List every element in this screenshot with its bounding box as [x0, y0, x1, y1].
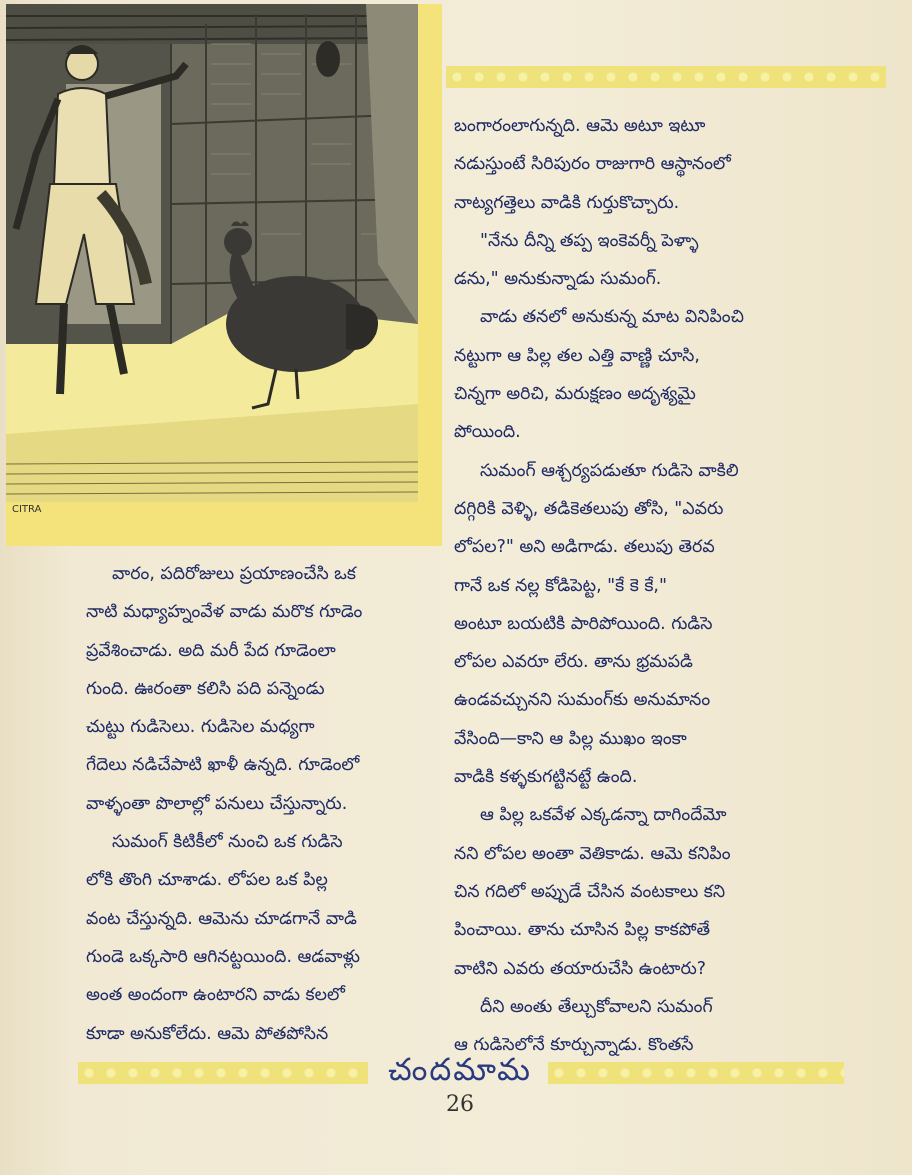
- text-line: లోపల ఎవరూ లేరు. తాను భ్రమపడి: [454, 652, 693, 673]
- text-line: ఉండవచ్చునని సుమంగ్‌కు అనుమానం: [454, 690, 711, 711]
- text-line: నాటి మధ్యాహ్నంవేళ వాడు మరొక గూడెం: [86, 602, 363, 623]
- text-line: గానే ఒక నల్ల కోడిపెట్ట, "కే కె కే,": [454, 575, 667, 596]
- text-line: అంత అందంగా ఉంటారని వాడు కలలో: [86, 985, 345, 1006]
- text-line: లోపల?" అని అడిగాడు. తలుపు తెరవ: [454, 537, 715, 558]
- text-line: గుండె ఒక్కసారి ఆగినట్టయింది. ఆడవాళ్లు: [86, 946, 360, 967]
- right-text-column: [454, 107, 846, 1064]
- decorative-band-left: [78, 1062, 368, 1084]
- text-line: చుట్టు గుడిసెలు. గుడిసెల మధ్యగా: [86, 717, 315, 738]
- text-line: నట్టుగా ఆ పిల్ల తల ఎత్తి వాణ్ణి చూసి,: [454, 345, 700, 366]
- text-line: వాటిని ఎవరు తయారుచేసి ఉంటారు?: [454, 958, 706, 979]
- text-line: వాడికి కళ్ళకుగట్టినట్టే ఉంది.: [454, 767, 638, 788]
- text-line: సుమంగ్ కిటికీలో నుంచి ఒక గుడిసె: [112, 832, 343, 853]
- decorative-band-right: [548, 1062, 844, 1084]
- text-line: కూడా అనుకోలేదు. ఆమె పోతపోసిన: [86, 1023, 329, 1044]
- page-number: 26: [446, 1092, 474, 1117]
- decorative-band-top: [446, 66, 886, 88]
- text-line: ప్రవేశించాడు. అది మరీ పేద గూడెంలా: [86, 640, 336, 661]
- illustration-art: [6, 4, 442, 546]
- text-line: పించాయి. తాను చూసిన పిల్ల కాకపోతే: [454, 920, 710, 941]
- text-line: డను," అనుకున్నాడు సుమంగ్.: [454, 269, 662, 290]
- artist-signature: [12, 504, 41, 515]
- text-line: పోయింది.: [454, 422, 521, 443]
- left-text-column: [86, 555, 448, 1053]
- text-line: చిన్నగా అరిచి, మరుక్షణం అదృశ్యమై: [454, 384, 696, 405]
- magazine-title: చందమామ: [388, 1052, 532, 1088]
- story-illustration: [6, 4, 442, 546]
- text-line: వంట చేస్తున్నది. ఆమెను చూడగానే వాడి: [86, 908, 357, 929]
- text-line: బంగారంలాగున్నది. ఆమె అటూ ఇటూ: [454, 116, 706, 136]
- signature-text: CITRA: [12, 504, 42, 515]
- text-line: ఆ గుడిసెలోనే కూర్చున్నాడు. కొంతసే: [454, 1035, 694, 1056]
- text-line: నాట్యగత్తెలు వాడికి గుర్తుకొచ్చారు.: [454, 192, 680, 213]
- text-line: వాళ్ళంతా పొలాల్లో పనులు చేస్తున్నారు.: [86, 793, 348, 814]
- text-line: వేసింది—కాని ఆ పిల్ల ముఖం ఇంకా: [454, 728, 687, 749]
- text-line: నడుస్తుంటే సిరిపురం రాజుగారి ఆస్థానంలో: [454, 154, 731, 175]
- text-line: ఆ పిల్ల ఒకవేళ ఎక్కడన్నా దాగిందేమో: [480, 805, 727, 826]
- text-line: లోకి తొంగి చూశాడు. లోపల ఒక పిల్ల: [86, 870, 328, 891]
- text-line: గుంది. ఊరంతా కలిసి పది పన్నెండు: [86, 678, 325, 699]
- text-line: చిన గదిలో అప్పుడే చేసిన వంటకాలు కని: [454, 881, 726, 902]
- text-line: సుమంగ్ ఆశ్చర్యపడుతూ గుడిసె వాకిలి: [480, 460, 739, 481]
- text-line: దీని అంతు తేల్చుకోవాలని సుమంగ్: [480, 996, 713, 1017]
- text-line: దగ్గిరికి వెళ్ళి, తడికెతలుపు తోసి, "ఎవరు: [454, 498, 724, 519]
- text-line: వాడు తనలో అనుకున్న మాట వినిపించి: [480, 307, 744, 328]
- text-line: అంటూ బయటికి పారిపోయింది. గుడిసె: [454, 613, 713, 634]
- text-line: గేదెలు నడిచేపాటి ఖాళీ ఉన్నది. గూడెంలో: [86, 755, 360, 776]
- text-line: నని లోపల అంతా వెతికాడు. ఆమె కనిపిం: [454, 843, 731, 864]
- text-line: "నేను దీన్ని తప్ప ఇంకెవర్నీ పెళ్ళా: [480, 230, 699, 251]
- text-line: వారం, పదిరోజులు ప్రయాణంచేసి ఒక: [112, 564, 356, 584]
